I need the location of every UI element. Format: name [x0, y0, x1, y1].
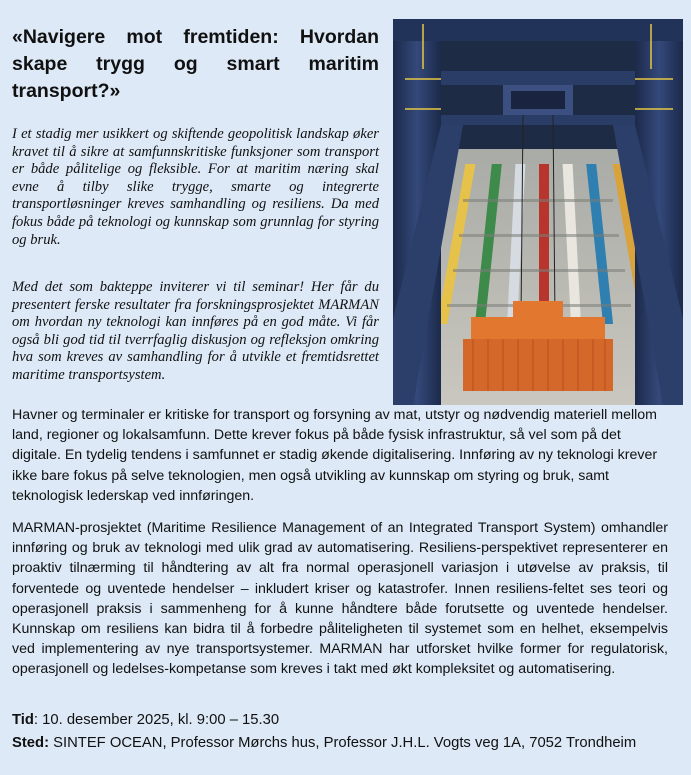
- event-place: [12, 733, 682, 753]
- intro-paragraph-1: I et stadig mer usikkert og skiftende geopolitisk landskap øker kravet til å sikre at samfunnskritiske funksjoner som transport er både pålitelige og fleksible. For at maritim næring skal evne å tilby slike trygge, smarte og integrerte transportløsninger kreves samhandling og resiliens. Da med fokus både på teknologi og kunnskap som grunnlag for styring og bruk.: [12, 126, 379, 248]
- place-label: Sted:: [12, 735, 49, 751]
- body-paragraph-2: MARMAN-prosjektet (Maritime Resilience Management of an Integrated Transport System) omhandler innføring og bruk av teknologi med ulik grad av automatisering. Resiliens-perspektivet representerer en proaktiv tilnærming til håndtering av alt fra normal operasjonell variasjon i utøvelse av praksis, til forventede og uventede hendelser – inkludert kriser og katastrofer. Innen resiliens-feltet ses teori og operasjonell praksis i sammenheng for å kunne håndtere både forutsette og uventede hendelser. Kunnskap om resiliens kan bidra til å forbedre påliteligheten til systemet som en helhet, eksempelvis ved implementering av nye transportsystemer. MARMAN har utforsket hvilke former for regulatorisk, operasjonell og ledelses-kompetanse som kreves i takt med økt kompleksitet og automatisering.: [12, 520, 668, 678]
- intro-paragraph-2: Med det som bakteppe inviterer vi til seminar! Her får du presentert ferske resultater fra forskningsprosjektet MARMAN om hvordan ny teknologi kan innføres på en god måte. Vi får også bli god tid til tverrfaglig diskusjon og refleksjon omkring hva som kreves av samhandling for å utvikle et fremtidsrettet maritime transportsystem.: [12, 279, 379, 383]
- time-value: : 10. desember 2025, kl. 9:00 – 15.30: [33, 712, 280, 728]
- place-value: SINTEF OCEAN, Professor Mørchs hus, Professor J.H.L. Vogts veg 1A, 7052 Trondheim: [49, 735, 637, 751]
- body-paragraph-1: Havner og terminaler er kritiske for transport og forsyning av mat, utstyr og nødvendig materiell mellom land, regioner og lokalsamfunn. Dette krever fokus på både fysisk infrastruktur, så vel som på det digitale. En tydelig tendens i samfunnet er stadig økende digitalisering. Innføring av ny teknologi krever ikke bare fokus på selve teknologien, men også utvikling av kunnskap om styring og bruk, samt teknologisk lederskap ved innføringen.: [12, 407, 658, 504]
- page-title: «Navigere mot fremtiden: Hvordan skape trygg og smart maritim transport?»: [12, 26, 379, 102]
- event-time: [12, 710, 682, 730]
- time-label: Tid: [12, 712, 34, 728]
- container-port-photo: [393, 19, 683, 405]
